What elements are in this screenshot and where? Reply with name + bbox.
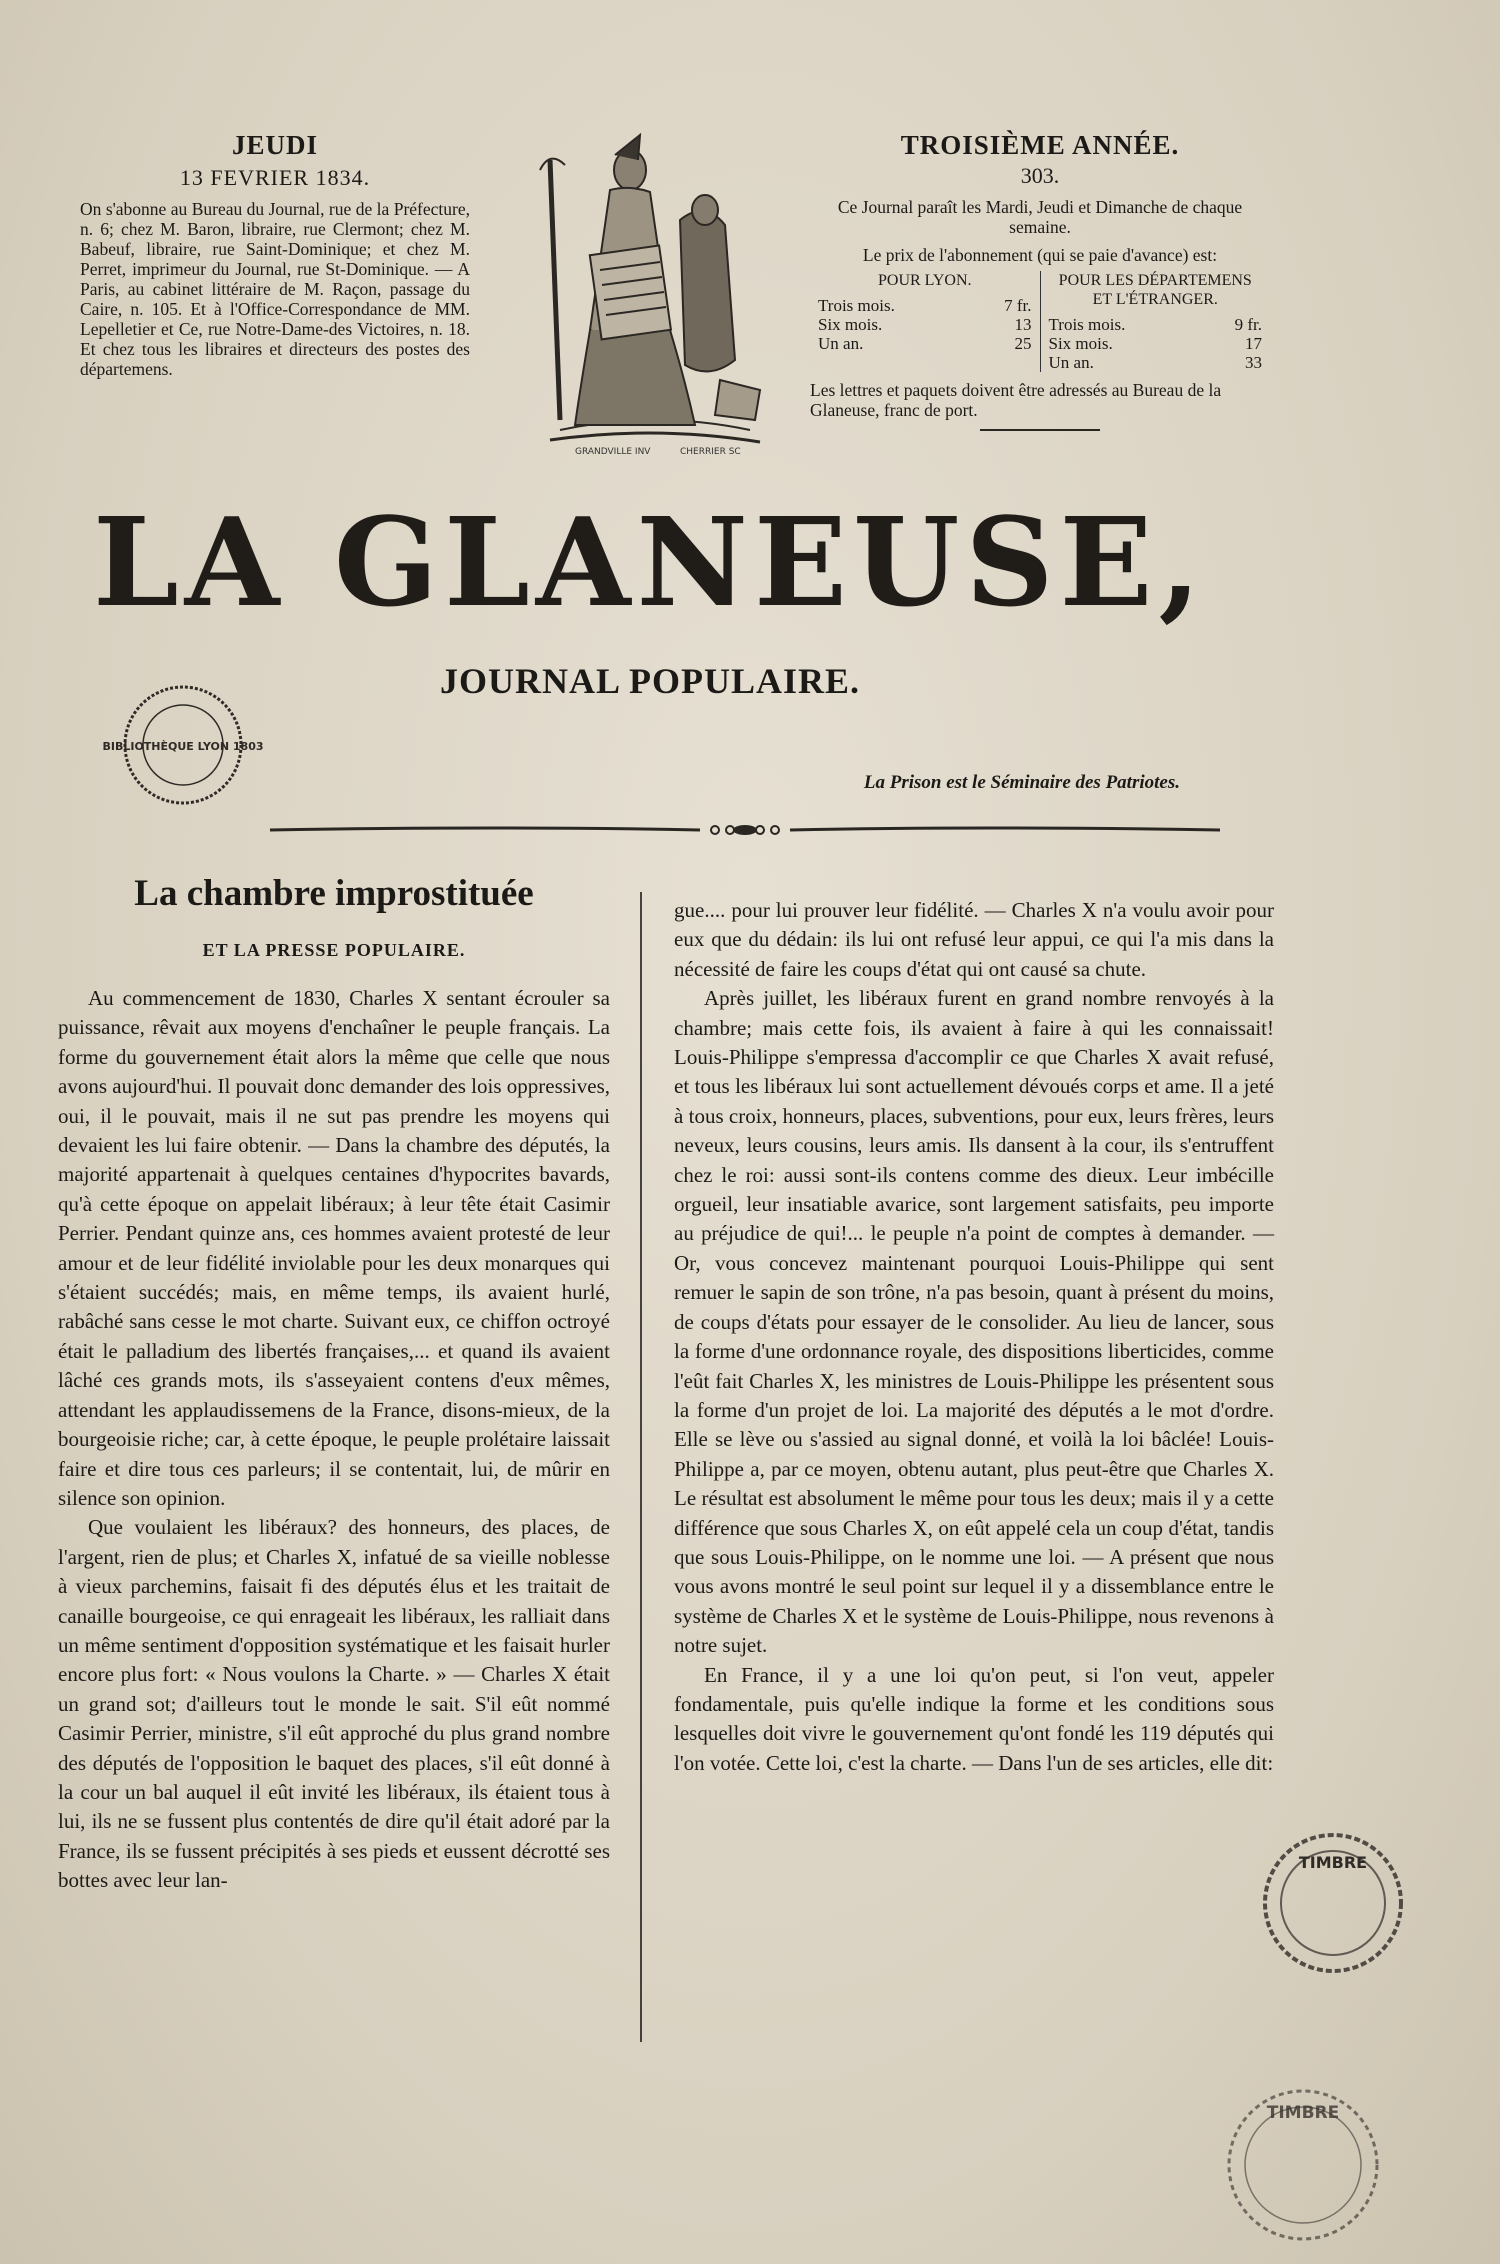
price-row	[1049, 315, 1263, 334]
price-value: 7 fr.	[1004, 296, 1032, 315]
issue-day: JEUDI	[231, 130, 318, 160]
library-stamp-text: BIBLIOTHÈQUE LYON 1803	[102, 740, 264, 753]
gleaner-vignette-illustration	[520, 130, 790, 460]
newspaper-subtitle: JOURNAL POPULAIRE.	[439, 661, 861, 701]
price-head-departements: POUR LES DÉPARTEMENS ET L'ÉTRANGER.	[1058, 272, 1252, 308]
price-value: 13	[1014, 315, 1032, 334]
issue-number: 303.	[1020, 163, 1060, 188]
price-label: Trois mois.	[1048, 315, 1126, 334]
timbre-stamp-lower	[1218, 2080, 1388, 2250]
article-paragraph: Après juillet, les libéraux furent en grand nombre renvoyés à la chambre; mais cette fois, ils avaient à faire à qui les connaissait! Louis-Philippe s'empressa d'accomplir ce que Charles X avait refusé, et tous les libéraux lui sont actuellement dévoués corps et ame. Il a jeté à tous croix, honneurs, places, subventions, pour eux, leurs frères, leurs neveux, leurs cousins, leurs amis. Ils dansent à la cour, ils s'entruffent chez le roi: aussi sont-ils contens comme des dieux. Leur imbécille orgueil, leur insatiable avarice, sont largement satisfaits, peu importe au préjudice de qui!... le peuple n'a point de comptes à demander. — Or, vous concevez maintenant pourquoi Louis-Philippe qui sent remuer le sapin de son trône, n'a pas besoin, quant à présent du moins, de coups d'états pour essayer de le consolider. Au lieu de lancer, sous la forme d'une ordonnance royale, des dispositions liberticides, comme l'eût fait Charles X, les ministres de Louis-Philippe les présentent sous la forme d'un projet de loi. La majorité des députés a le mot d'ordre. Elle se lève ou s'assied au signal donné, et voilà la loi bâclée! Louis-Philippe a, par ce moyen, obtenu autant, plus peut-être que Charles X. Le résultat est absolument le même pour tous les deux; mais il y a cette différence que sous Charles X, on eût appelé cela un coup d'état, tandis que sous Louis-Philippe, on le nomme une loi. — A présent que nous vous avons montré le seul point sur lequel il y a dissemblance entre le système de Charles X et le système de Louis-Philippe, nous revenons à notre sujet.	[674, 986, 1274, 1658]
vignette-caption-right: CHERRIER SC	[680, 447, 741, 457]
price-row	[818, 315, 1032, 334]
column-divider	[640, 892, 642, 2042]
subscription-info: On s'abonne au Bureau du Journal, rue de la Préfecture, n. 6; chez M. Baron, libraire, rue Clermont; chez M. Babeuf, libraire, rue Saint-Dominique; et chez M. Perret, imprimeur du Journal, rue St-Dominique. — A Paris, au cabinet littéraire de M. Raçon, passage du Caire, n. 105. Et à l'Office-Correspondance de MM. Lepelletier et Ce, rue Notre-Dame-des Victoires, n. 18. Et chez tous les libraires et directeurs des postes des départemens.	[80, 199, 470, 379]
article-column-left	[58, 984, 610, 1896]
price-column-lyon	[810, 271, 1041, 372]
price-table	[810, 271, 1270, 372]
price-label: Six mois.	[818, 315, 883, 334]
timbre-stamp-text: TIMBRE	[1298, 1853, 1368, 1872]
price-value: 9 fr.	[1234, 315, 1262, 334]
price-label: Un an.	[818, 334, 864, 353]
price-intro: Le prix de l'abonnement (qui se paie d'avance) est:	[862, 245, 1218, 265]
price-row	[818, 296, 1032, 315]
masthead-left	[80, 130, 470, 379]
publication-schedule: Ce Journal paraît les Mardi, Jeudi et Dimanche de chaque semaine.	[837, 197, 1243, 237]
vignette-caption-left: GRANDVILLE INV	[575, 447, 651, 457]
ornamental-divider	[260, 818, 1230, 842]
price-value: 17	[1245, 334, 1262, 353]
price-row	[1049, 334, 1263, 353]
article-title: La chambre improstituée	[134, 873, 534, 914]
article-paragraph: Au commencement de 1830, Charles X sentant écrouler sa puissance, rêvait aux moyens d'enchaîner le peuple français. La forme du gouvernement était alors la même que celle que nous avons aujourd'hui. Il pouvait donc demander des lois oppressives, oui, il le pouvait, mais il ne sut pas prendre les moyens qui devaient les lui faire obtenir. — Dans la chambre des députés, la majorité appartenait à quelques centaines d'hypocrites bavards, qu'à cette époque on appelait libéraux; à leur tête était Casimir Perrier. Pendant quinze ans, ces hommes avaient protesté de leur amour et de leur fidélité inviolable pour les deux monarques qui s'étaient succédés; mais, en même temps, ils avaient hurlé, rabâché sans cesse le mot charte. Suivant eux, ce chiffon octroyé était le palladium des libertés françaises,... et quand ils avaient lâché ces grands mots, ils s'asseyaient contens d'eux mêmes, attendant les applaudissemens de la France, disons-mieux, de la bourgeoisie riche; car, à cette époque, le peuple prolétaire laissait faire et dire tous ces parleurs; il se contentait, lui, de mûrir en silence son opinion.	[58, 986, 611, 1510]
issue-date: 13 FEVRIER 1834.	[179, 165, 371, 190]
price-label: Trois mois.	[818, 296, 895, 315]
letters-notice: Les lettres et paquets doivent être adressés au Bureau de la Glaneuse, franc de port.	[810, 380, 1222, 420]
article-paragraph: En France, il y a une loi qu'on peut, si l'on veut, appeler fondamentale, puis qu'elle indique la forme et les conditions sous lesquelles doit vivre le gouvernement qu'ont fondé les 119 députés qui l'on votée. Cette loi, c'est la charte. — Dans l'un de ses articles, elle dit:	[674, 1662, 1274, 1775]
price-label: Un an.	[1048, 353, 1094, 372]
newspaper-motto: La Prison est le Séminaire des Patriotes.	[863, 772, 1180, 793]
price-value: 25	[1014, 334, 1032, 353]
timbre-stamp-lower-text: TIMBRE	[1266, 2103, 1340, 2123]
article-paragraph: Que voulaient les libéraux? des honneurs, des places, de l'argent, rien de plus; et Charles X, infatué de sa vieille noblesse à vieux parchemins, faisait fi des députés élus et les traitait de canaille bourgeoise, ce qui enrageait les libéraux, les ralliait dans un même sentiment d'opposition systématique et les faisait hurler encore plus fort: « Nous voulons la Charte. » — Charles X était un grand sot; d'ailleurs tout le monde le sait. S'il eût nommé Casimir Perrier, ministre, s'il eût approché du plus grand nombre des députés de l'opposition le baquet des places, s'il eût donné à la cour un bal auquel il eût invité les libéraux, ils étaient tous à lui, ils ne se fussent plus contentés de dire qu'il était adoré par la France, ils se fussent précipités à ses pieds et eussent décrotté ses bottes avec leur lan-	[58, 1515, 610, 1893]
article-subtitle: ET LA PRESSE POPULAIRE.	[202, 940, 466, 960]
masthead-rule	[810, 420, 1270, 434]
price-head-lyon: POUR LYON.	[877, 272, 972, 289]
price-row	[1049, 353, 1263, 372]
price-row	[818, 334, 1032, 353]
newspaper-title: LA GLANEUSE,	[92, 490, 1207, 634]
article-paragraph: gue.... pour lui prouver leur fidélité. — Charles X n'a voulu avoir pour eux que du dédain: ils lui ont refusé leur appui, ce qui l'a mis dans la nécessité de faire les coups d'état qui ont causé sa chute.	[674, 898, 1274, 981]
timbre-stamp	[1258, 1828, 1408, 1978]
library-stamp	[102, 680, 264, 810]
price-column-departements	[1041, 271, 1271, 372]
masthead-right	[810, 130, 1270, 439]
article-column-right	[674, 896, 1274, 1778]
price-label: Six mois.	[1048, 334, 1113, 353]
publication-year: TROISIÈME ANNÉE.	[900, 130, 1180, 160]
price-value: 33	[1245, 353, 1262, 372]
